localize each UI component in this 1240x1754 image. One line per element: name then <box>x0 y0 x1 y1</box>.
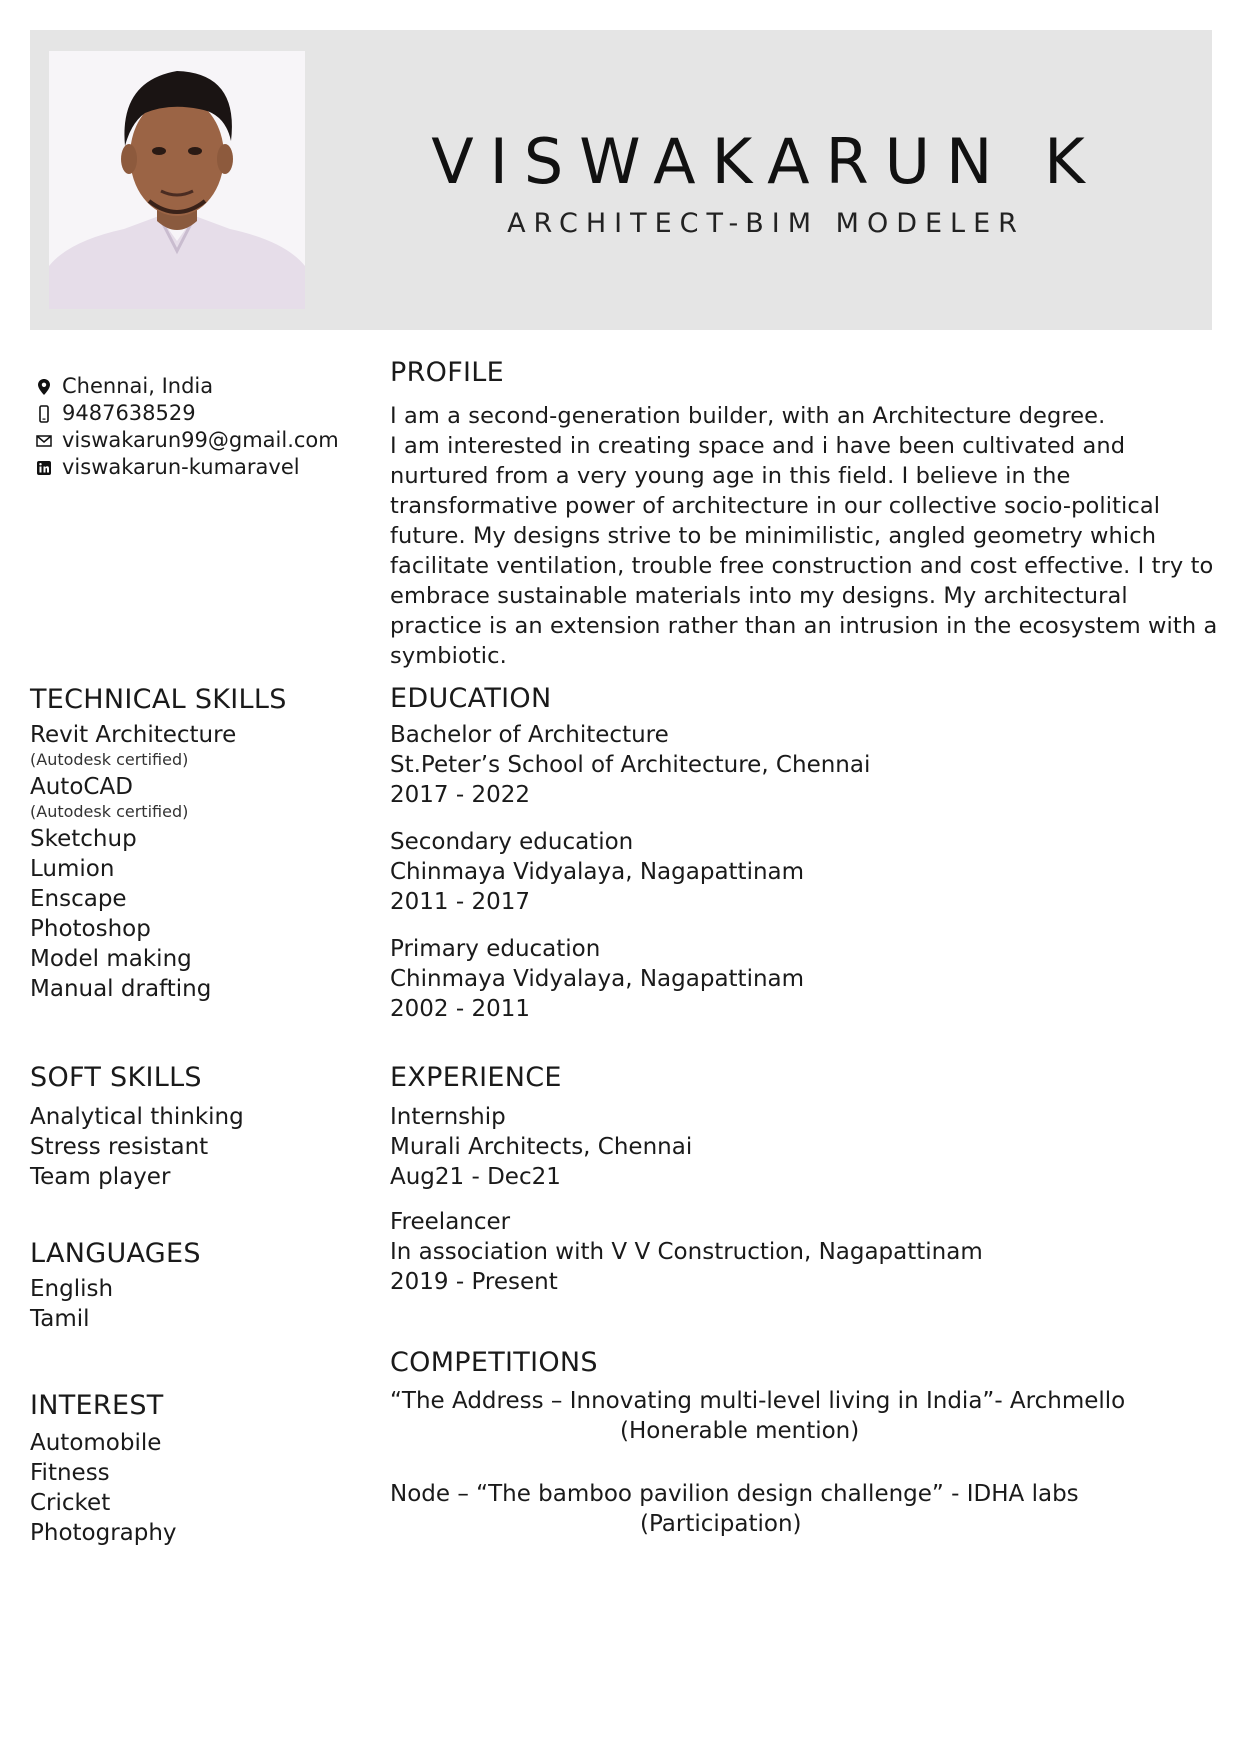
candidate-name: VISWAKARUN K <box>431 125 1101 198</box>
interest-item: Fitness <box>30 1460 110 1486</box>
skill-certification-note: (Autodesk certified) <box>30 802 189 821</box>
competition-entry <box>390 1386 1125 1446</box>
language-item: English <box>30 1276 114 1302</box>
location-text: Chennai, India <box>62 374 214 398</box>
profile-line-1: I am a second-generation builder, with an Architecture degree. <box>390 403 1106 429</box>
skill-item: Lumion <box>30 856 115 882</box>
soft-skills-heading: SOFT SKILLS <box>30 1062 202 1093</box>
contact-location <box>36 373 339 400</box>
experience-heading: EXPERIENCE <box>390 1062 562 1093</box>
interest-item: Photography <box>30 1520 177 1546</box>
education-degree: Secondary education <box>390 829 634 855</box>
phone-icon <box>36 405 52 423</box>
soft-skills-list <box>30 1102 244 1192</box>
experience-period: 2019 - Present <box>390 1269 558 1295</box>
phone-text[interactable]: 9487638529 <box>62 401 196 425</box>
experience-role: Internship <box>390 1104 506 1130</box>
interest-heading: INTEREST <box>30 1390 164 1421</box>
education-heading: EDUCATION <box>390 683 552 714</box>
mail-icon <box>36 432 52 450</box>
education-years: 2002 - 2011 <box>390 996 530 1022</box>
contact-email <box>36 427 339 454</box>
education-years: 2011 - 2017 <box>390 889 530 915</box>
soft-skill-item: Team player <box>30 1164 171 1190</box>
skill-item: Manual drafting <box>30 976 212 1002</box>
email-link[interactable]: viswakarun99@gmail.com <box>62 428 339 452</box>
skill-item: Enscape <box>30 886 127 912</box>
education-entry <box>390 827 804 917</box>
candidate-title: ARCHITECT-BIM MODELER <box>507 208 1025 239</box>
competition-title: “The Address – Innovating multi-level living in India”- Archmello <box>390 1388 1126 1414</box>
competition-title: Node – “The bamboo pavilion design challenge” - IDHA labs <box>390 1481 1079 1507</box>
competition-result: (Participation) <box>640 1511 802 1537</box>
profile-summary <box>390 401 1220 671</box>
experience-org: Murali Architects, Chennai <box>390 1134 693 1160</box>
linkedin-link[interactable]: viswakarun-kumaravel <box>62 455 300 479</box>
experience-entry <box>390 1102 692 1192</box>
education-school: Chinmaya Vidyalaya, Nagapattinam <box>390 966 805 992</box>
education-degree: Primary education <box>390 936 601 962</box>
education-school: Chinmaya Vidyalaya, Nagapattinam <box>390 859 805 885</box>
language-item: Tamil <box>30 1306 90 1332</box>
experience-period: Aug21 - Dec21 <box>390 1164 561 1190</box>
skill-item: Sketchup <box>30 826 137 852</box>
contact-phone <box>36 400 339 427</box>
competition-entry <box>390 1479 1079 1539</box>
contact-info <box>36 373 339 481</box>
skill-certification-note: (Autodesk certified) <box>30 750 189 769</box>
skill-item: Revit Architecture <box>30 722 237 748</box>
languages-heading: LANGUAGES <box>30 1238 201 1269</box>
experience-role: Freelancer <box>390 1209 511 1235</box>
languages-list <box>30 1274 113 1334</box>
header-banner <box>30 30 1212 330</box>
competition-result: (Honerable mention) <box>620 1418 860 1444</box>
interest-list <box>30 1428 177 1548</box>
soft-skill-item: Analytical thinking <box>30 1104 244 1130</box>
competitions-heading: COMPETITIONS <box>390 1347 598 1378</box>
education-degree: Bachelor of Architecture <box>390 722 669 748</box>
profile-photo <box>49 51 305 309</box>
education-years: 2017 - 2022 <box>390 782 530 808</box>
portrait-image <box>49 51 305 309</box>
education-entry <box>390 934 804 1024</box>
location-pin-icon <box>36 378 52 396</box>
linkedin-icon <box>36 459 52 477</box>
contact-linkedin <box>36 454 339 481</box>
skill-item: Photoshop <box>30 916 151 942</box>
experience-entry <box>390 1207 983 1297</box>
soft-skill-item: Stress resistant <box>30 1134 209 1160</box>
interest-item: Cricket <box>30 1490 111 1516</box>
interest-item: Automobile <box>30 1430 162 1456</box>
profile-line-2: I am interested in creating space and i have been cultivated and nurtured from a very young age in this field. I believe in the transformative power of architecture in our collective socio-political future. My designs strive to be minimilistic, angled geometry which facilitate ventilation, trouble free construction and cost effective. I try to embrace sustainable materials into my designs. My architectural practice is an extension rather than an intrusion in the ecosystem with a symbiotic. <box>390 433 1218 669</box>
technical-skills-list <box>30 720 236 1004</box>
profile-heading: PROFILE <box>390 357 504 388</box>
education-school: St.Peter’s School of Architecture, Chennai <box>390 752 871 778</box>
skill-item: Model making <box>30 946 192 972</box>
experience-org: In association with V V Construction, Nagapattinam <box>390 1239 983 1265</box>
education-entry <box>390 720 870 810</box>
technical-skills-heading: TECHNICAL SKILLS <box>30 684 287 715</box>
skill-item: AutoCAD <box>30 774 133 800</box>
